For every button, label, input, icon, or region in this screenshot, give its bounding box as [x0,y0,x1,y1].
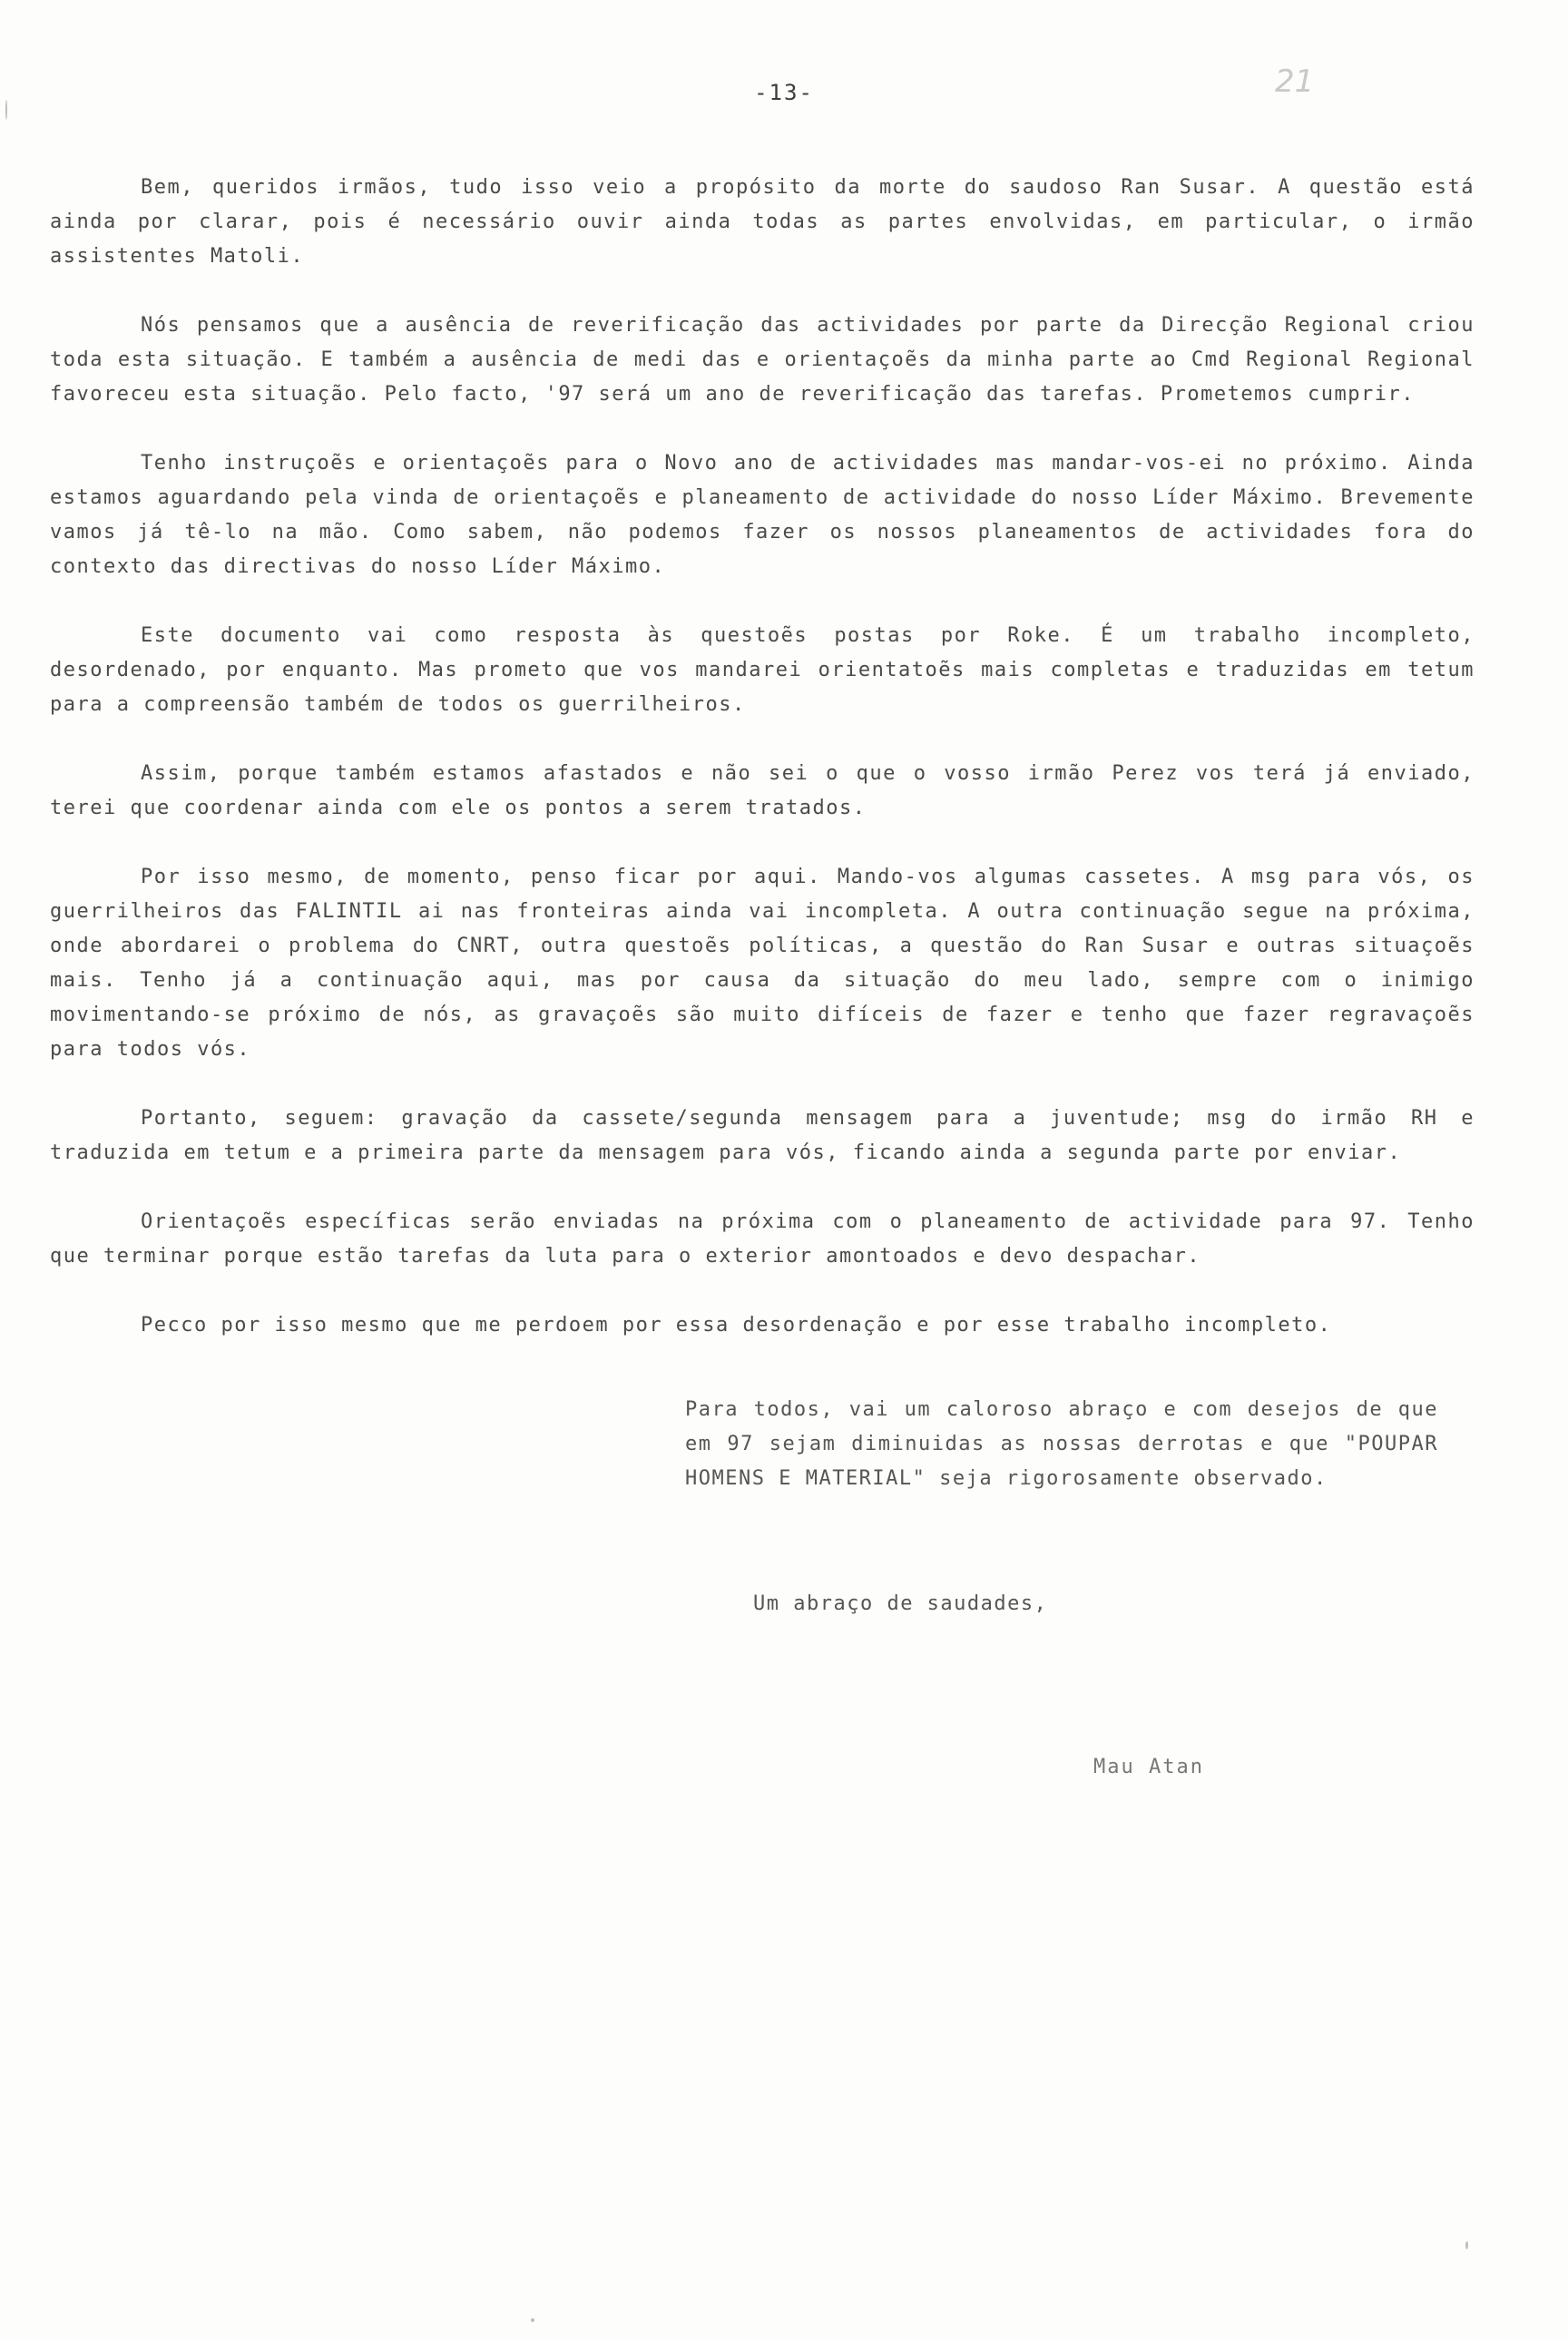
paper-speck [1465,2241,1468,2249]
paragraph: Assim, porque também estamos afastados e não sei o que o vosso irmão Perez vos terá já enviado, terei que coordenar ainda com ele os pontos a serem tratados. [50,762,1475,819]
paper-speck [5,100,7,120]
closing-paragraph: Para todos, vai um caloroso abraço e com desejos de que em 97 sejam diminuidas as nossas derrotas e que "POUPAR HOMENS E MATERIAL" seja rigorosamente observado. [685,1398,1438,1490]
paragraph: Pecco por isso mesmo que me perdoem por essa desordenação e por esse trabalho incompleto. [141,1314,1332,1337]
paragraph: Por isso mesmo, de momento, penso ficar por aqui. Mando-vos algumas cassetes. A msg para vós, os guerrilheiros das FALINTIL ai nas fronteiras ainda vai incompleta. A outra continuação segue na próxima, onde abordarei o problema do CNRT, outra questoẽs políticas, a questão do Ran Susar e outras situaçoẽs mais. Tenho já a continuação aqui, mas por causa da situação do meu lado, sempre com o inimigo movimentando-se próximo de nós, as gravaçoẽs são muito difíceis de fazer e tenho que fazer regravaçoẽs para todos vós. [50,866,1475,1061]
paragraph: Orientaçoẽs específicas serão enviadas na próxima com o planeamento de actividade para 97. Tenho que terminar porque estão tarefas da luta para o exterior amontoados e devo despachar. [50,1210,1475,1268]
farewell-line: Um abraço de saudades, [753,1592,1048,1615]
paragraph: Tenho instruçoẽs e orientaçoẽs para o Novo ano de actividades mas mandar-vos-ei no próximo. Ainda estamos aguardando pela vinda de orientaçoẽs e planeamento de actividade do nosso Líder Máximo. Brevemente vamos já tê-lo na mão. Como sabem, não podemos fazer os nossos planeamentos de actividades fora do contexto das directivas do nosso Líder Máximo. [50,452,1475,578]
paper-speck [531,2318,534,2322]
paragraph: Nós pensamos que a ausência de reverificação das actividades por parte da Direcção Regional criou toda esta situação. E também a ausência de medi das e orientaçoẽs da minha parte ao Cmd Regional Regional favoreceu esta situação. Pelo facto, '97 será um ano de reverificação das tarefas. Prometemos cumprir. [50,314,1475,406]
signature: Mau Atan [1093,1756,1204,1778]
paragraph: Este documento vai como resposta às questoẽs postas por Roke. É um trabalho incompleto, desordenado, por enquanto. Mas prometo que vos mandarei orientatoẽs mais completas e traduzidas em tetum para a compreensão também de todos os guerrilheiros. [50,624,1475,716]
pencil-page-mark: 21 [1275,64,1315,100]
letter-body [50,171,1475,1377]
page-number: -13- [754,80,814,105]
paragraph: Portanto, seguem: gravação da cassete/segunda mensagem para a juventude; msg do irmão RH e traduzida em tetum e a primeira parte da mensagem para vós, ficando ainda a segunda parte por enviar. [50,1107,1475,1164]
paragraph: Bem, queridos irmãos, tudo isso veio a propósito da morte do saudoso Ran Susar. A questão está ainda por clarar, pois é necessário ouvir ainda todas as partes envolvidas, em particular, o irmão assistentes Matoli. [50,176,1475,268]
